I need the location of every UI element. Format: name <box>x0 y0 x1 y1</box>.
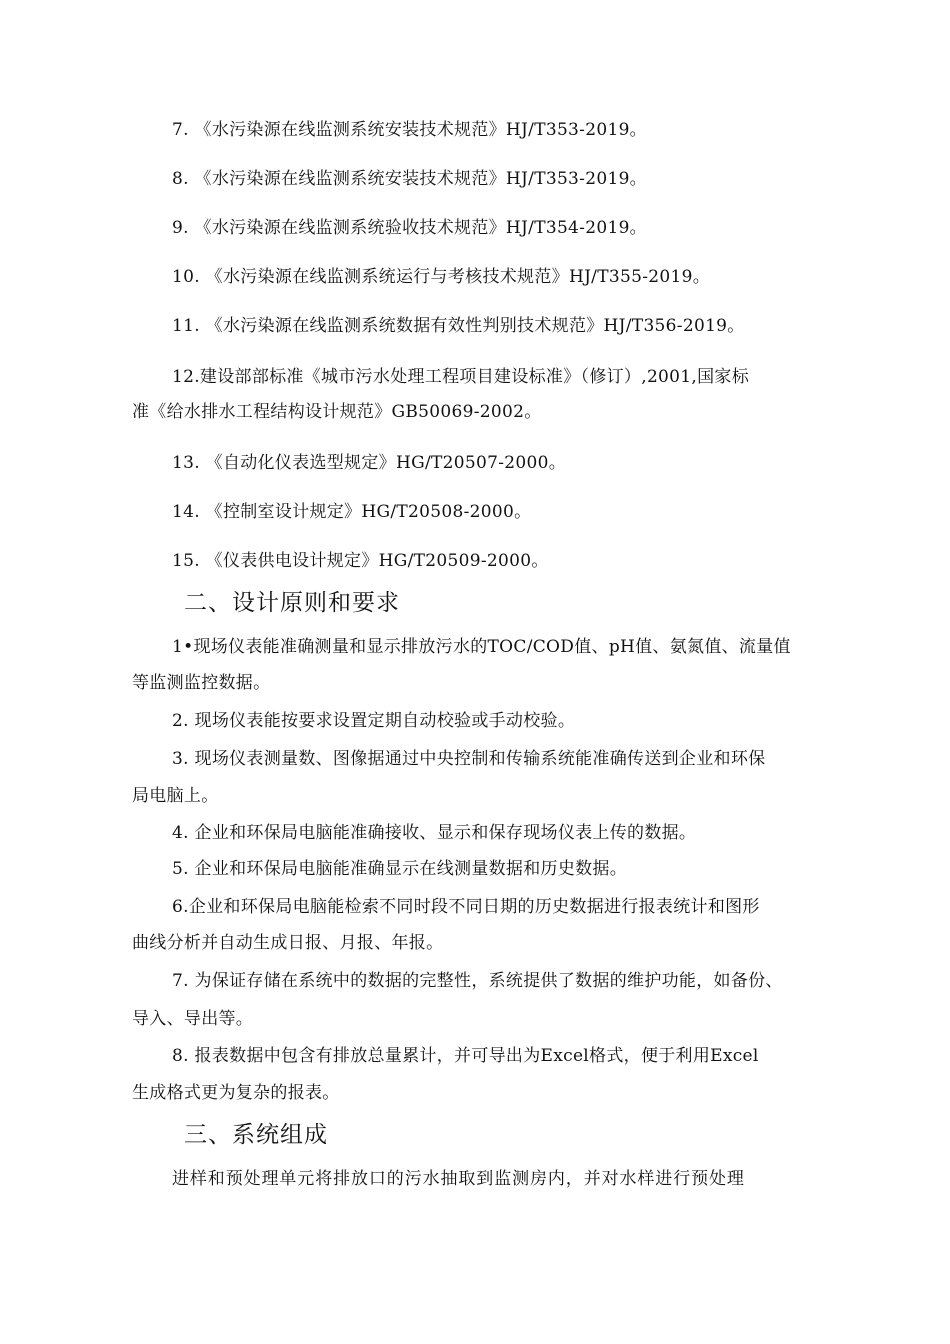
reference-item-9: 9. 《水污染源在线监测系统验收技术规范》HJ/T354-2019。 <box>172 218 647 238</box>
reference-item-12-line1: 12.建设部部标准《城市污水处理工程项目建设标准》（修订）,2001,国家标 <box>172 367 750 387</box>
section-2-line: 生成格式更为复杂的报表。 <box>132 1083 340 1103</box>
reference-item-11: 11. 《水污染源在线监测系统数据有效性判别技术规范》HJ/T356-2019。 <box>172 316 745 336</box>
section-2-line: 3. 现场仪表测量数、图像据通过中央控制和传输系统能准确传送到企业和环保 <box>172 749 766 769</box>
section-2-line: 5. 企业和环保局电脑能准确显示在线测量数据和历史数据。 <box>172 859 628 879</box>
section-2-line: 8. 报表数据中包含有排放总量累计，并可导出为Excel格式，便于利用Excel <box>172 1046 759 1066</box>
reference-item-13: 13. 《自动化仪表选型规定》HG/T20507-2000。 <box>172 453 566 473</box>
section-2-line: 1•现场仪表能准确测量和显示排放污水的TOC/COD值、pH值、氨氮值、流量值 <box>172 637 791 657</box>
reference-item-12-line2: 准《给水排水工程结构设计规范》GB50069-2002。 <box>132 402 542 422</box>
reference-item-8: 8. 《水污染源在线监测系统安装技术规范》HJ/T353-2019。 <box>172 169 647 189</box>
section-2-heading: 二、设计原则和要求 <box>184 590 400 616</box>
reference-item-10: 10. 《水污染源在线监测系统运行与考核技术规范》HJ/T355-2019。 <box>172 267 711 287</box>
section-2-line: 导入、导出等。 <box>132 1009 254 1029</box>
section-2-line: 2. 现场仪表能按要求设置定期自动校验或手动校验。 <box>172 711 576 731</box>
section-2-line: 等监测监控数据。 <box>132 673 271 693</box>
reference-item-7: 7. 《水污染源在线监测系统安装技术规范》HJ/T353-2019。 <box>172 120 647 140</box>
section-2-line: 7. 为保证存储在系统中的数据的完整性，系统提供了数据的维护功能，如备份、 <box>172 971 783 991</box>
section-2-line: 4. 企业和环保局电脑能准确接收、显示和保存现场仪表上传的数据。 <box>172 823 697 843</box>
section-2-line: 曲线分析并自动生成日报、月报、年报。 <box>132 933 444 953</box>
section-3-heading: 三、系统组成 <box>184 1122 328 1148</box>
section-3-line: 进样和预处理单元将排放口的污水抽取到监测房内，并对水样进行预处理 <box>172 1169 745 1189</box>
section-2-line: 6.企业和环保局电脑能检索不同时段不同日期的历史数据进行报表统计和图形 <box>172 897 760 917</box>
reference-item-15: 15. 《仪表供电设计规定》HG/T20509-2000。 <box>172 551 549 571</box>
reference-item-14: 14. 《控制室设计规定》HG/T20508-2000。 <box>172 502 532 522</box>
section-2-line: 局电脑上。 <box>132 786 219 806</box>
